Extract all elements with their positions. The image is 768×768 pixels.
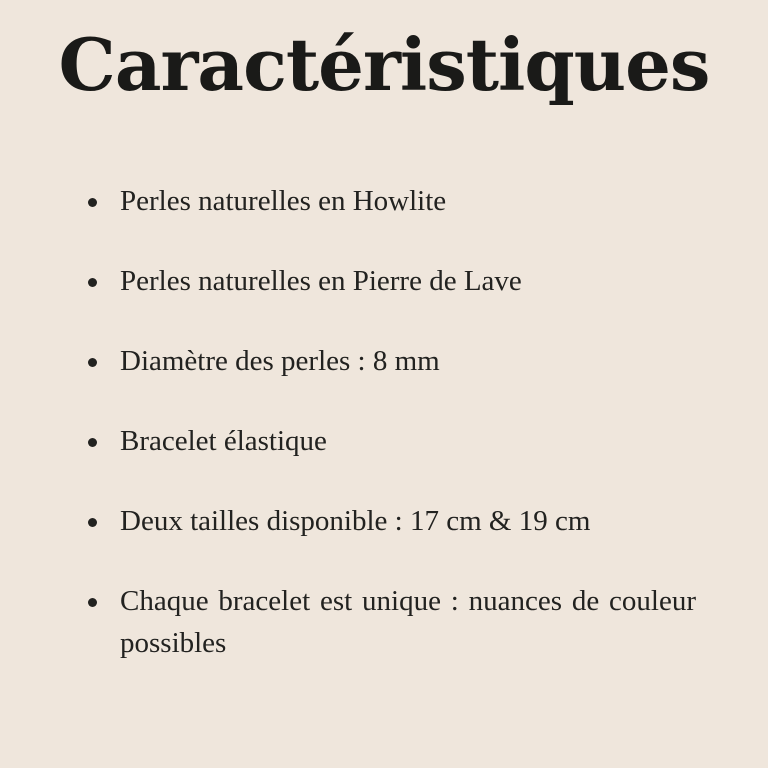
- feature-item-sizes: [84, 500, 696, 542]
- bullet-icon: [88, 438, 97, 447]
- feature-item-bead-diameter: [84, 340, 696, 382]
- feature-text: Diamètre des perles : 8 mm: [120, 345, 440, 378]
- page-title: Caractéristiques: [58, 22, 710, 107]
- feature-text: Bracelet élastique: [120, 425, 327, 458]
- feature-item-lava-stone: [84, 260, 696, 302]
- bullet-icon: [88, 278, 97, 287]
- bullet-icon: [88, 358, 97, 367]
- feature-text: Perles naturelles en Pierre de Lave: [120, 265, 522, 298]
- feature-item-unique: [84, 580, 696, 664]
- feature-item-howlite: [84, 180, 696, 222]
- bullet-icon: [88, 598, 97, 607]
- feature-text: Deux tailles disponible : 17 cm & 19 cm: [120, 505, 591, 538]
- features-list: [84, 180, 696, 664]
- feature-text: Chaque bracelet est unique : nuances de couleur possibles: [120, 585, 696, 660]
- bullet-icon: [88, 198, 97, 207]
- feature-text: Perles naturelles en Howlite: [120, 185, 447, 217]
- feature-item-elastic: [84, 420, 696, 462]
- bullet-icon: [88, 518, 97, 527]
